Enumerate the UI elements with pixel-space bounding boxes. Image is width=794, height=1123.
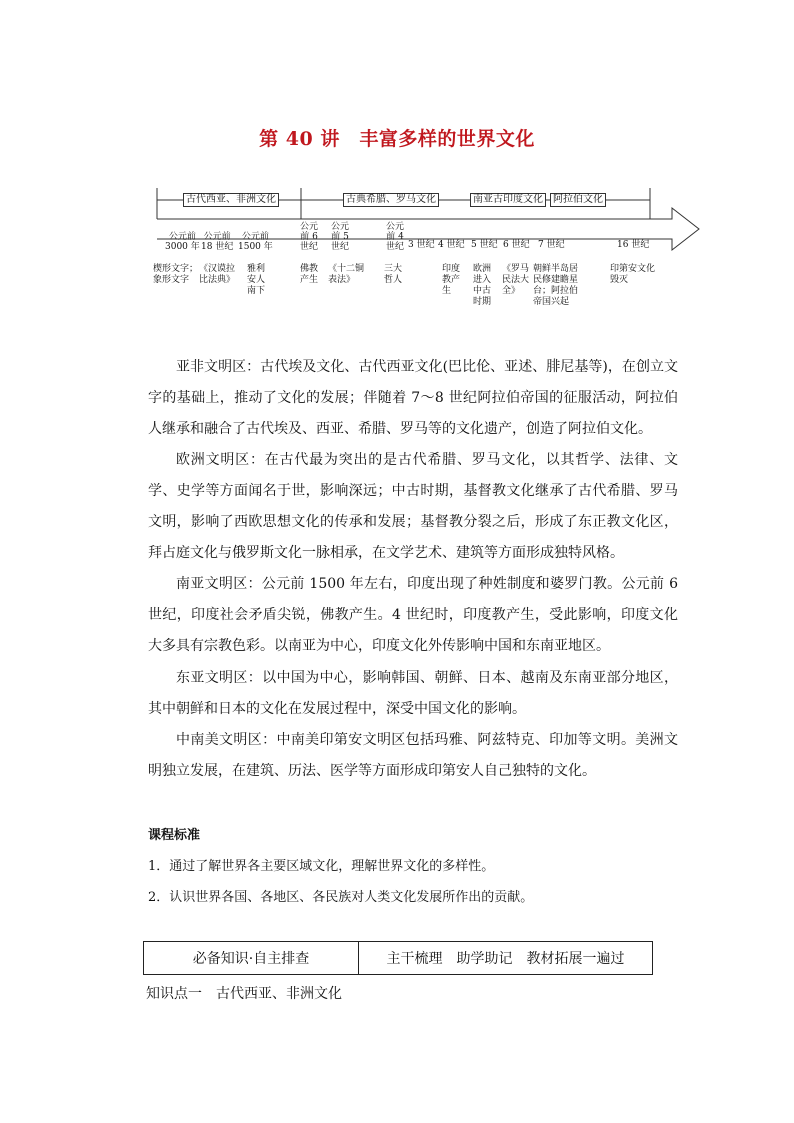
curriculum-item: 2．认识世界各国、各地区、各民族对人类文化发展所作出的贡献。 xyxy=(148,890,534,905)
tick-label: 公元 前 4 世纪 xyxy=(386,222,405,252)
tick-label: 3 世纪 xyxy=(408,240,435,250)
tick-label: 6 世纪 xyxy=(503,240,530,250)
event-label: 朝鲜半岛居 民修建瞻星 台；阿拉伯 帝国兴起 xyxy=(533,264,579,307)
event-label: 三大 哲人 xyxy=(384,264,403,285)
region-arabic: 阿拉伯文化 xyxy=(550,193,606,207)
event-label: 楔形文字； 象形文字 xyxy=(153,264,199,285)
event-label: 《十二铜 表法》 xyxy=(328,264,365,285)
paragraph-latin-america: 中南美文明区：中南美印第安文明区包括玛雅、阿兹特克、印加等文明。美洲文明独立发展，在建筑、历法、医学等方面形成印第安人自己独特的文化。 xyxy=(148,732,678,779)
region-greece-rome: 古典希腊、罗马文化 xyxy=(343,193,439,207)
knowledge-box-right: 主干梳理 助学助记 教材拓展一遍过 xyxy=(386,951,625,967)
tick-label: 公元 前 6 世纪 xyxy=(300,222,319,252)
event-label: 《罗马 民法大 全》 xyxy=(502,264,530,296)
event-label: 印第安文化 毁灭 xyxy=(610,264,656,285)
knowledge-point-heading: 知识点一 古代西亚、非洲文化 xyxy=(146,986,342,1002)
tick-label: 公元 前 5 世纪 xyxy=(331,222,350,252)
tick-label: 7 世纪 xyxy=(538,240,565,250)
region-ancient-india: 南亚古印度文化 xyxy=(470,193,546,207)
event-label: 佛教 产生 xyxy=(300,264,319,285)
page-title: 第 40 讲 丰富多样的世界文化 xyxy=(259,128,535,150)
tick-label: 4 世纪 xyxy=(438,240,465,250)
paragraph-east-asia: 东亚文明区：以中国为中心，影响韩国、朝鲜、日本、越南及东南亚部分地区，其中朝鲜和日本的文化在发展过程中，深受中国文化的影响。 xyxy=(148,670,678,717)
tick-label: 16 世纪 xyxy=(617,240,650,250)
curriculum-item: 1．通过了解世界各主要区域文化，理解世界文化的多样性。 xyxy=(148,859,495,874)
paragraph-asia-africa: 亚非文明区：古代埃及文化、古代西亚文化(巴比伦、亚述、腓尼基等)，在创立文字的基础上，推动了文化的发展；伴随着 7～8 世纪阿拉伯帝国的征服活动，阿拉伯人继承和融合了古代埃及、西亚、希腊、罗马等的文化遗产，创造了阿拉伯文化。 xyxy=(148,359,678,437)
paragraph-south-asia: 南亚文明区：公元前 1500 年左右，印度出现了种姓制度和婆罗门教。公元前 6 世纪，印度社会矛盾尖锐，佛教产生。4 世纪时，印度教产生，受此影响，印度文化大多具有宗教色彩。以南亚为中心，印度文化外传影响中国和东南亚地区。 xyxy=(148,576,678,654)
paragraph-europe: 欧洲文明区：在古代最为突出的是古代希腊、罗马文化，以其哲学、法律、文学、史学等方面闻名于世，影响深远；中古时期，基督教文化继承了古代希腊、罗马文明，影响了西欧思想文化的传承和发展；基督教分裂之后，形成了东正教文化区，拜占庭文化与俄罗斯文化一脉相承，在文学艺术、建筑等方面形成独特风格。 xyxy=(148,452,678,561)
event-label: 雅利 安人 南下 xyxy=(247,264,266,296)
event-label: 《汉谟拉 比法典》 xyxy=(199,264,236,285)
tick-label: 5 世纪 xyxy=(471,240,498,250)
tick-label: 公元前 3000 年 xyxy=(165,232,200,252)
knowledge-box-left: 必备知识·自主排查 xyxy=(144,942,359,974)
tick-label: 公元前 18 世纪 xyxy=(201,232,234,252)
event-label: 欧洲 进入 中古 时期 xyxy=(473,264,492,307)
event-label: 印度 教产 生 xyxy=(442,264,461,296)
knowledge-box xyxy=(143,941,653,975)
region-west-asia-africa: 古代西亚、非洲文化 xyxy=(183,193,279,207)
timeline xyxy=(0,180,794,330)
curriculum-heading: 课程标准 xyxy=(148,828,201,843)
tick-label: 公元前 1500 年 xyxy=(238,232,273,252)
